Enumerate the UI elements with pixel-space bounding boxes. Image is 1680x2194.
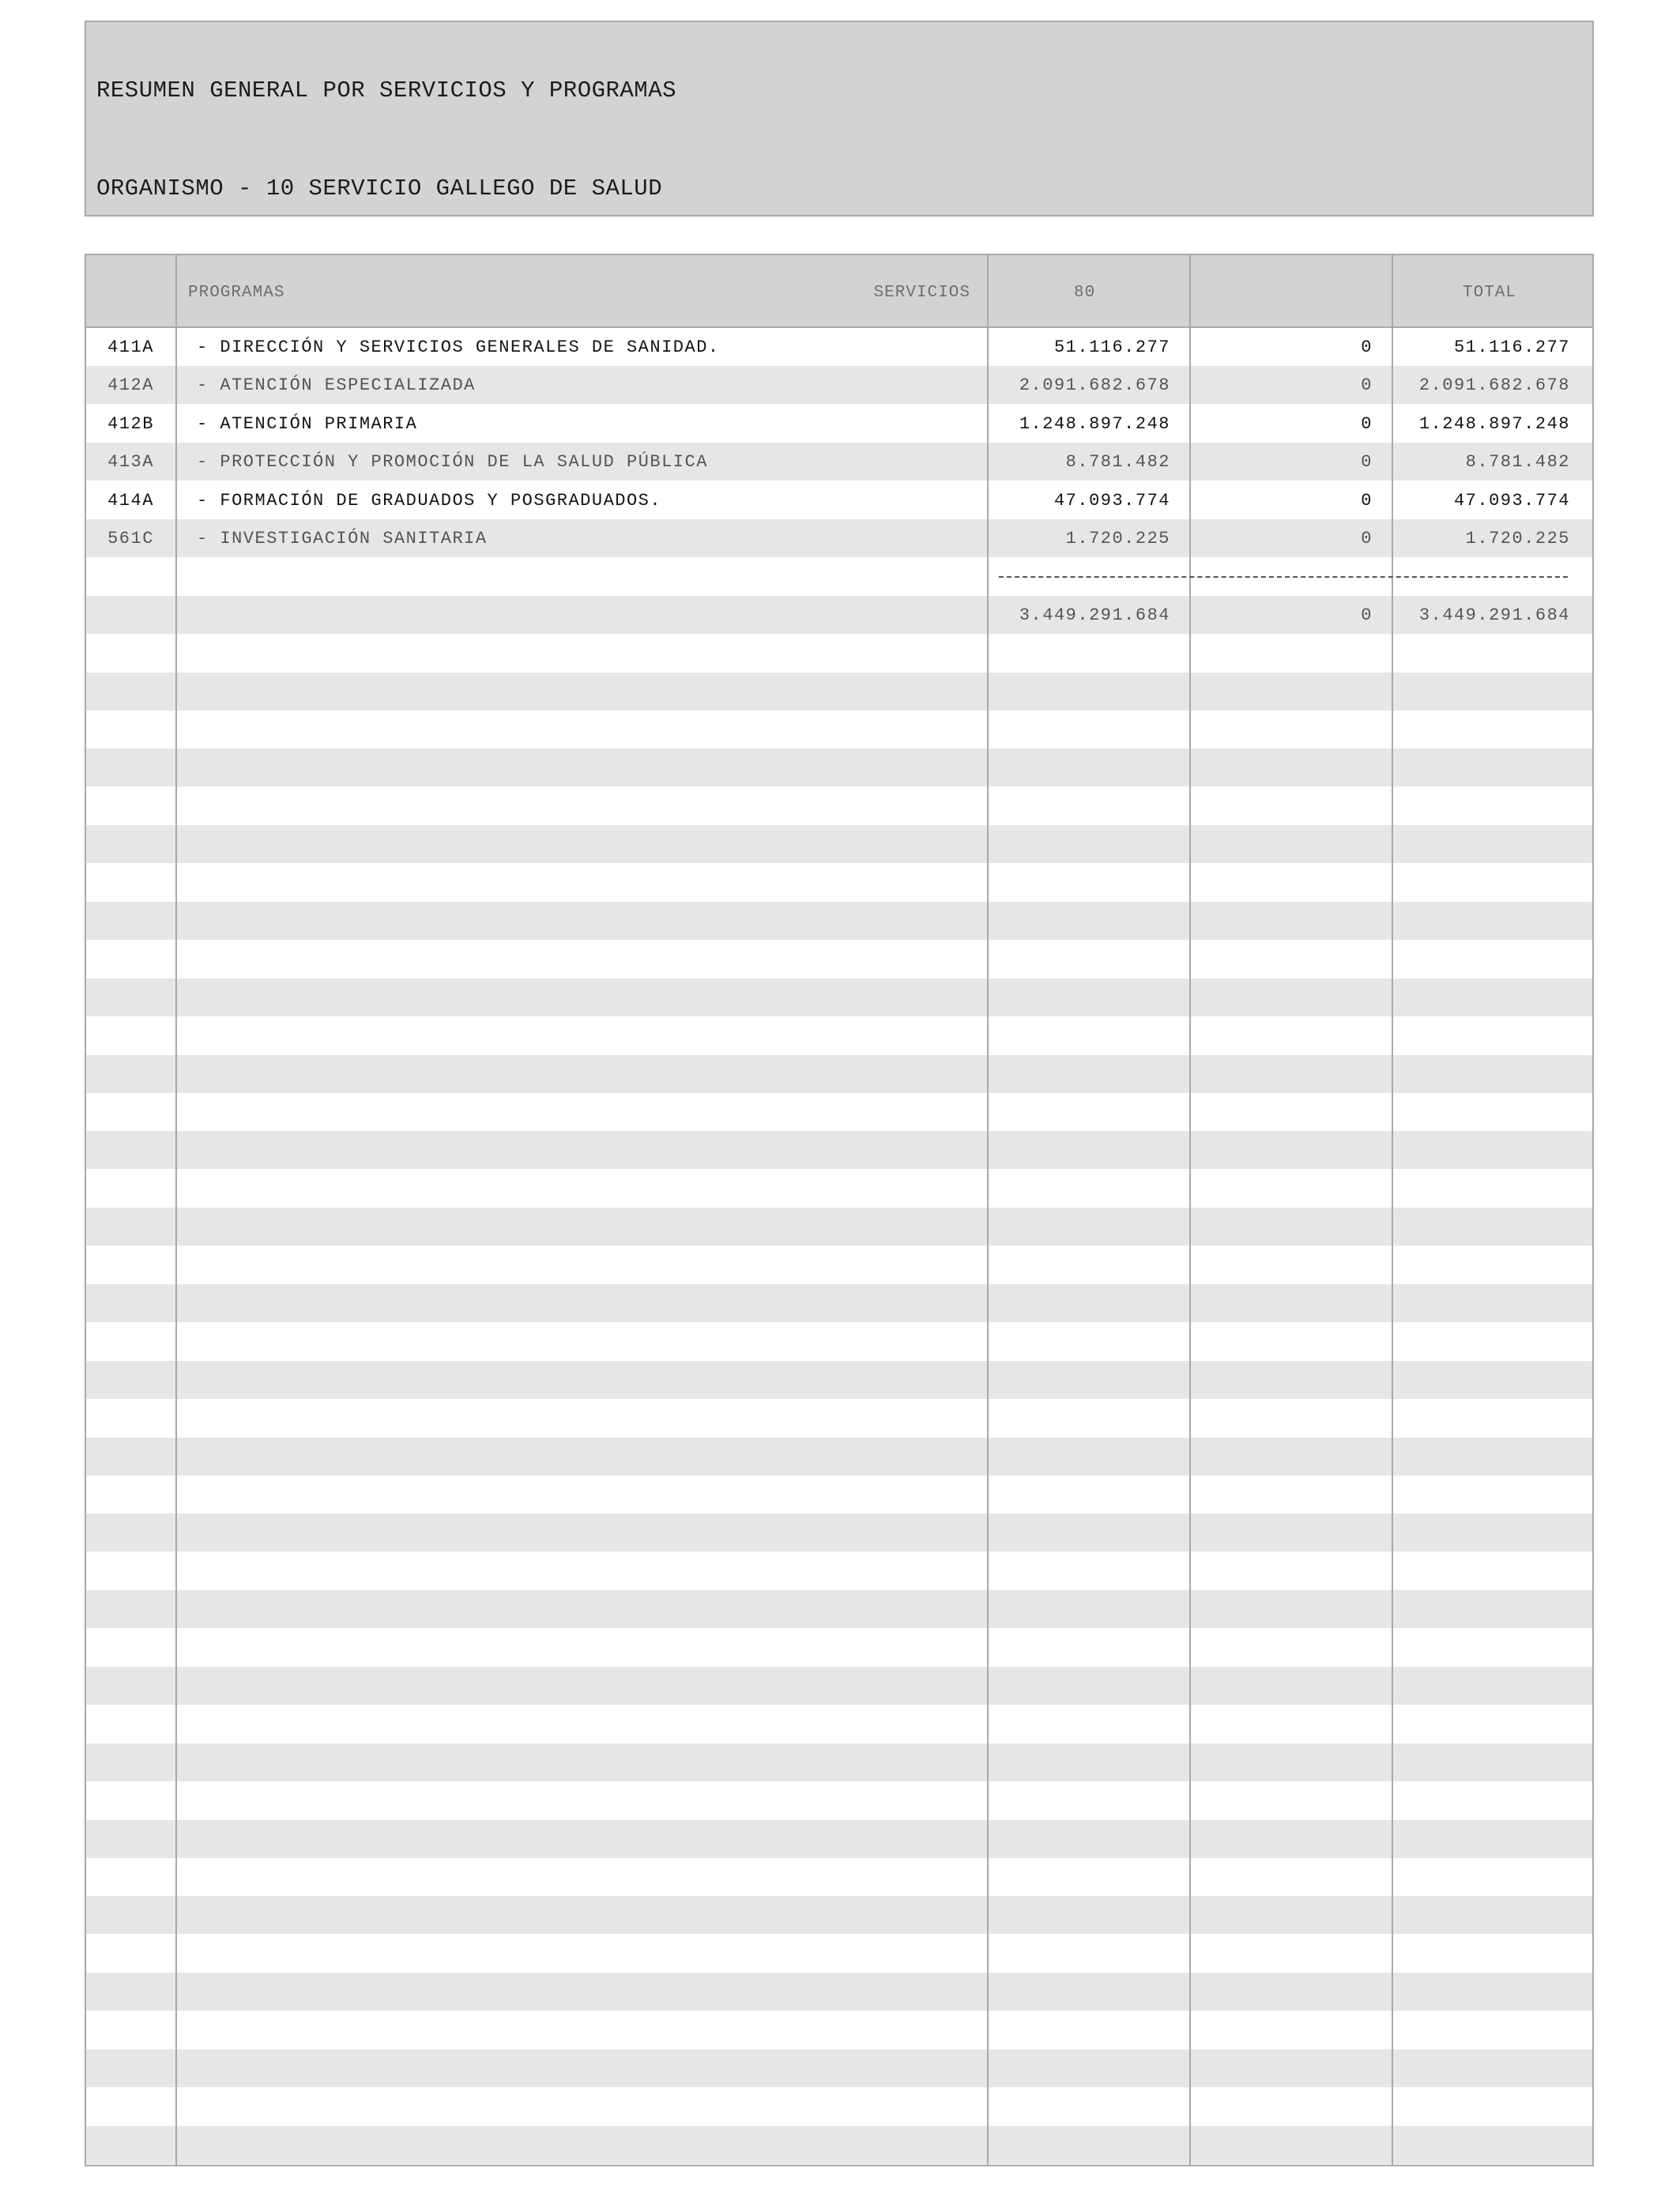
service-80-amount: 2.091.682.678 [1019,375,1170,396]
program-description: - PROTECCIÓN Y PROMOCIÓN DE LA SALUD PÚBLICA [197,452,708,473]
service-empty-amount: 0 [1361,337,1373,357]
table-row [86,481,1592,519]
budget-table [85,254,1594,2166]
total-amount: 2.091.682.678 [1418,375,1570,396]
program-description: - INVESTIGACIÓN SANITARIA [197,529,488,548]
col-header-total: TOTAL [1463,284,1517,302]
organism-title: ORGANISMO - 10 SERVICIO GALLEGO DE SALUD [96,175,663,202]
program-code: 561C [107,529,154,548]
program-code: 412B [107,413,154,434]
service-80-amount: 51.116.277 [1053,337,1170,357]
table-header [86,255,1592,328]
report-header [85,21,1594,217]
row-stripe [86,1438,1592,1476]
col-header-programs: PROGRAMAS [188,284,285,302]
table-row [86,443,1592,481]
program-description: - FORMACIÓN DE GRADUADOS Y POSGRADUADOS. [197,490,662,511]
row-stripe [86,1361,1592,1399]
row-stripe [86,1667,1592,1705]
total-service-empty: 0 [1361,605,1373,625]
subtotal-separator [999,576,1568,578]
total-amount: 8.781.482 [1465,452,1570,473]
service-80-amount: 8.781.482 [1065,452,1170,473]
row-stripe [86,2049,1592,2087]
row-stripe [86,1820,1592,1858]
service-empty-amount: 0 [1361,490,1373,511]
row-stripe [86,1208,1592,1246]
service-80-amount: 47.093.774 [1053,490,1170,511]
service-empty-amount: 0 [1361,413,1373,434]
total-amount: 1.720.225 [1465,529,1570,548]
row-stripe [86,1590,1592,1628]
row-stripe [86,673,1592,711]
row-stripe [86,1055,1592,1093]
program-code: 413A [107,452,154,473]
table-row [86,366,1592,404]
grand-total: 3.449.291.684 [1418,605,1570,625]
service-empty-amount: 0 [1361,452,1373,473]
row-stripe [86,1284,1592,1322]
program-code: 414A [107,490,154,511]
table-row [86,519,1592,557]
total-amount: 51.116.277 [1453,337,1570,357]
row-stripe [86,1744,1592,1781]
program-code: 411A [107,337,154,357]
program-code: 412A [107,375,154,396]
row-stripe [86,2126,1592,2164]
col-header-services: SERVICIOS [873,284,970,302]
total-service-80: 3.449.291.684 [1019,605,1170,625]
service-80-amount: 1.720.225 [1065,529,1170,548]
service-empty-amount: 0 [1361,375,1373,396]
col-header-service-80: 80 [1074,284,1096,302]
program-description: - DIRECCIÓN Y SERVICIOS GENERALES DE SANIDAD. [197,337,720,357]
program-description: - ATENCIÓN PRIMARIA [197,413,418,434]
total-amount: 47.093.774 [1453,490,1570,511]
report-title: RESUMEN GENERAL POR SERVICIOS Y PROGRAMAS [96,77,677,104]
total-amount: 1.248.897.248 [1418,413,1570,434]
row-stripe [86,1514,1592,1551]
table-row [86,328,1592,366]
service-empty-amount: 0 [1361,529,1373,548]
row-stripe [86,1131,1592,1169]
row-stripe [86,902,1592,940]
totals-row [86,596,1592,634]
service-80-amount: 1.248.897.248 [1019,413,1170,434]
row-stripe [86,1896,1592,1934]
row-stripe [86,978,1592,1016]
row-stripe [86,1973,1592,2011]
table-row [86,405,1592,443]
program-description: - ATENCIÓN ESPECIALIZADA [197,375,476,396]
row-stripe [86,825,1592,863]
row-stripe [86,748,1592,786]
